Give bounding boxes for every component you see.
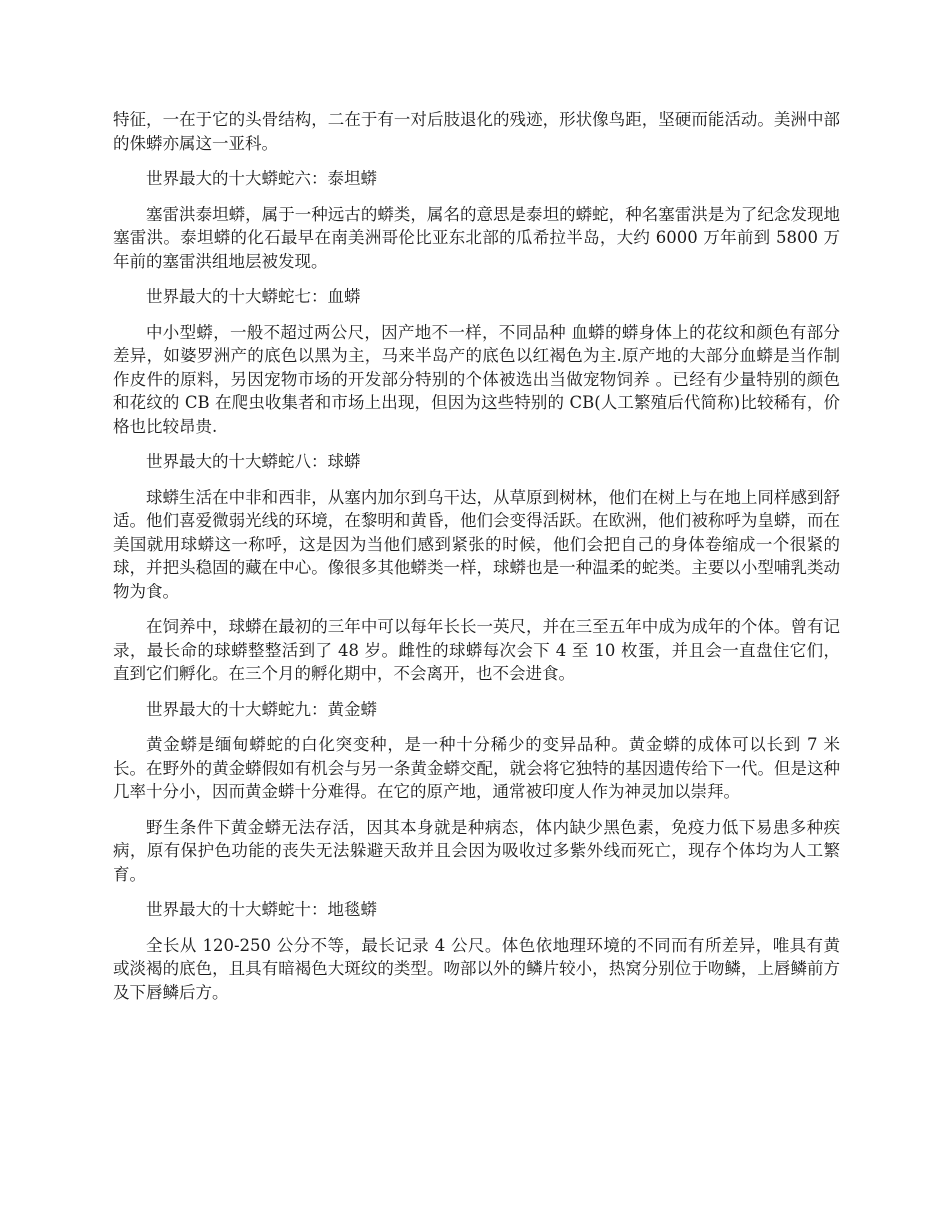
paragraph-golden-python-2: 野生条件下黄金蟒无法存活，因其本身就是种病态，体内缺少黑色素，免疫力低下易患多种疾病，原有保护色功能的丧失无法躲避天敌并且会因为吸收过多紫外线而死亡，现存个体均为人工繁育。 [113, 817, 840, 884]
section-heading-blood-python: 世界最大的十大蟒蛇七：血蟒 [146, 287, 361, 306]
section-heading-ball-python: 世界最大的十大蟒蛇八：球蟒 [146, 452, 361, 471]
paragraph-golden-python-1: 黄金蟒是缅甸蟒蛇的白化突变种，是一种十分稀少的变异品种。黄金蟒的成体可以长到 7 米长。在野外的黄金蟒假如有机会与另一条黄金蟒交配，就会将它独特的基因遗传给下一代。但是这种几率十分小，因而黄金蟒十分难得。在它的原产地，通常被印度人作为神灵加以崇拜。 [113, 735, 840, 801]
paragraph-titanoboa: 塞雷洪泰坦蟒，属于一种远古的蟒类，属名的意思是泰坦的蟒蛇，种名塞雷洪是为了纪念发现地塞雷洪。泰坦蟒的化石最早在南美洲哥伦比亚东北部的瓜希拉半岛，大约 6000 万年前到 5800 万年前的塞雷洪组地层被发现。 [113, 204, 840, 271]
section-heading-golden-python: 世界最大的十大蟒蛇九：黄金蟒 [146, 699, 377, 719]
document-page [113, 108, 840, 1016]
paragraph-ball-python-2: 在饲养中，球蟒在最初的三年中可以每年长长一英尺，并在三至五年中成为成年的个体。曾有记录，最长命的球蟒整整活到了 48 岁。雌性的球蟒每次会下 4 至 10 枚蛋，并且会一直盘住它们，直到它们孵化。在三个月的孵化期中，不会离开，也不会进食。 [113, 617, 840, 683]
paragraph-ball-python-1: 球蟒生活在中非和西非，从塞内加尔到乌干达，从草原到树林，他们在树上与在地上同样感到舒适。他们喜爱微弱光线的环境，在黎明和黄昏，他们会变得活跃。在欧洲，他们被称呼为皇蟒，而在美国就用球蟒这一称呼，这是因为当他们感到紧张的时候，他们会把自己的身体卷缩成一个很紧的球，并把头稳固的藏在中心。像很多其他蟒类一样，球蟒也是一种温柔的蛇类。主要以小型哺乳类动物为食。 [113, 487, 840, 601]
section-heading-titanoboa: 世界最大的十大蟒蛇六：泰坦蟒 [146, 169, 377, 188]
section-heading-carpet-python: 世界最大的十大蟒蛇十：地毯蟒 [146, 900, 377, 919]
paragraph-carpet-python: 全长从 120-250 公分不等，最长记录 4 公尺。体色依地理环境的不同而有所差异，唯具有黄或淡褐的底色，且具有暗褐色大斑纹的类型。吻部以外的鳞片较小，热窝分别位于吻鳞，上唇鳞前方及下唇鳞后方。 [113, 935, 840, 1002]
paragraph-blood-python: 中小型蟒，一般不超过两公尺，因产地不一样，不同品种 血蟒的蟒身体上的花纹和颜色有部分差异，如婆罗洲产的底色以黑为主，马来半岛产的底色以红褐色为主.原产地的大部分血蟒是当作制作皮件的原料，另因宠物市场的开发部分特别的个体被选出当做宠物饲养 。已经有少量特别的颜色和花纹的 CB 在爬虫收集者和市场上出现，但因为这些特别的 CB(人工繁殖后代简称)比较稀有，价格也比较昂贵. [113, 322, 840, 436]
paragraph-continuation: 特征，一在于它的头骨结构，二在于有一对后肢退化的残迹，形状像鸟距，坚硬而能活动。美洲中部的侏蟒亦属这一亚科。 [113, 110, 840, 153]
